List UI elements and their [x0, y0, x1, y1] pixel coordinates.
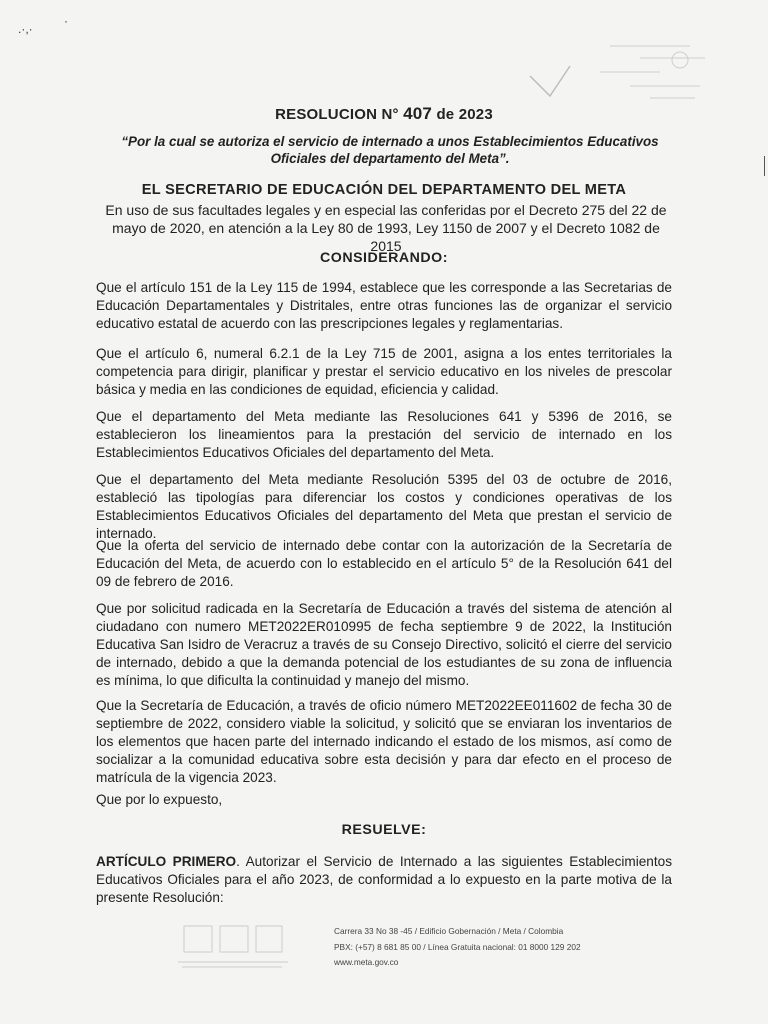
- considerando-paragraph: Que el artículo 151 de la Ley 115 de 1994, establece que les corresponde a las Secretarias de Educación Departamentales y Distritales, entre otras funciones las de organizar el servicio educativo estatal de acuerdo con las prescripciones legales y reglamentarias.: [96, 280, 672, 331]
- considerando-paragraph: Que el artículo 6, numeral 6.2.1 de la Ley 715 de 2001, asigna a los entes territoriales la competencia para dirigir, planificar y prestar el servicio educativo en los niveles de prescolar básica y media en las condiciones de equidad, eficiencia y calidad.: [96, 346, 672, 397]
- article-label: ARTÍCULO PRIMERO: [96, 854, 237, 869]
- article-first: [96, 853, 672, 907]
- considerando-paragraph: Que por lo expuesto,: [96, 792, 223, 807]
- resuelve-heading: RESUELVE:: [341, 822, 427, 838]
- footer-contact: [334, 924, 581, 971]
- edge-mark: [764, 156, 765, 176]
- scan-speck: ·: [64, 14, 68, 28]
- footer-address: Carrera 33 No 38 -45 / Edificio Gobernación / Meta / Colombia: [334, 926, 564, 936]
- resolution-number: 407: [403, 104, 433, 123]
- considerando-heading: CONSIDERANDO:: [320, 250, 448, 266]
- resolution-subtitle: “Por la cual se autoriza el servicio de internado a unos Establecimientos Educativos Oficiales del departamento del Meta”.: [121, 134, 659, 166]
- scan-speck: .·,·: [18, 22, 33, 36]
- article-text: . Autorizar el Servicio de Internado a las siguientes Establecimientos Educativos Oficiales para el año 2023, de conformidad a lo expuesto en la parte motiva de la presente Resolución:: [96, 854, 672, 905]
- issuer-intro: En uso de sus facultades legales y en especial las conferidas por el Decreto 275 del 22 de mayo de 2020, en atención a la Ley 80 de 1993, Ley 1150 de 2007 y el Decreto 1082 de 2015: [105, 202, 667, 254]
- title-prefix: RESOLUCION N°: [275, 106, 399, 123]
- government-logos-icon: [178, 922, 288, 970]
- considerando-paragraph: Que la oferta del servicio de internado debe contar con la autorización de la Secretaría de Educación del Meta, de acuerdo con lo establecido en el artículo 5° de la Resolución 641 del 09 de febrero de 2016.: [96, 538, 672, 589]
- considerando-paragraph: Que el departamento del Meta mediante las Resoluciones 641 y 5396 de 2016, se establecieron los lineamientos para la prestación del servicio de internado en los Establecimientos Educativos Oficiales del departamento del Meta.: [96, 409, 672, 460]
- considerando-paragraph: Que por solicitud radicada en la Secretaría de Educación a través del sistema de atención al ciudadano con numero MET2022ER010995 de fecha septiembre 9 de 2022, la Institución Educativa San Isidro de Veracruz a través de su Consejo Directivo, solicitó el cierre del servicio de internado, debido a que la demanda potencial de los estudiantes de su zona de influencia es mínima, lo que dificulta la continuidad y manejo del mismo.: [96, 601, 672, 688]
- issuer-title: EL SECRETARIO DE EDUCACIÓN DEL DEPARTAMENTO DEL META: [141, 182, 627, 198]
- considerando-paragraph: Que la Secretaría de Educación, a través de oficio número MET2022EE011602 de fecha 30 de septiembre de 2022, considero viable la solicitud, y solicitó que se enviaran los inventarios de los elementos que hacen parte del internado indicando el estado de los mismos, así como de socializar a la comunidad educativa sobre esta decisión y para dar efecto en el proceso de matrícula de la vigencia 2023.: [96, 698, 672, 785]
- title-suffix: de 2023: [436, 106, 493, 123]
- footer-website-link[interactable]: www.meta.gov.co: [334, 957, 399, 967]
- considerando-paragraph: Que el departamento del Meta mediante Resolución 5395 del 03 de octubre de 2016, estableció las tipologías para diferenciar los costos y condiciones operativas de los Establecimientos Educativos Oficiales del departamento del Meta que prestan el servicio de internado.: [96, 472, 672, 541]
- resolution-title: [0, 104, 768, 124]
- footer-phone: PBX: (+57) 8 681 85 00 / Línea Gratuita nacional: 01 8000 129 202: [334, 941, 581, 952]
